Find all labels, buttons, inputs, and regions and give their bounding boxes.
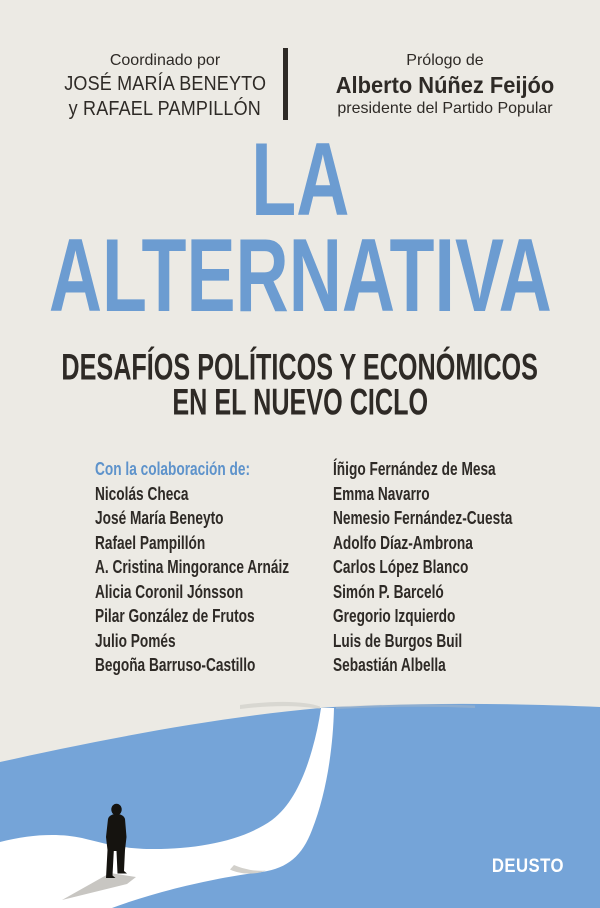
contributor-name: Adolfo Díaz-Ambrona <box>333 532 473 553</box>
contributor-name: A. Cristina Mingorance Arnáiz <box>95 557 290 577</box>
book-title-line-1: LA <box>250 121 350 238</box>
book-title-line-2: ALTERNATIVA <box>48 217 552 334</box>
contributor-name: Carlos López Blanco <box>333 557 469 577</box>
book-subtitle-line-1: DESAFÍOS POLÍTICOS Y ECONÓMICOS <box>61 347 539 388</box>
contributor-name: Sebastián Albella <box>333 655 446 675</box>
contributor-name: Begoña Barruso-Castillo <box>95 655 256 675</box>
prologue-author-role: presidente del Partido Popular <box>337 100 553 117</box>
contributor-name: Nicolás Checa <box>95 483 189 504</box>
contributor-name: Gregorio Izquierdo <box>333 606 456 626</box>
contributor-name: Simón P. Barceló <box>333 581 444 602</box>
contributor-name: Julio Pomés <box>95 630 176 651</box>
coordinator-name-1: JOSÉ MARÍA BENEYTO <box>64 73 266 95</box>
contributor-name: Íñigo Fernández de Mesa <box>333 459 496 479</box>
contributor-name: Rafael Pampillón <box>95 532 206 553</box>
header-divider <box>283 48 288 120</box>
book-subtitle-line-2: EN EL NUEVO CICLO <box>172 382 428 423</box>
prologue-block <box>305 50 585 120</box>
coordinators-block <box>25 50 305 122</box>
contributors-left-column <box>95 457 335 678</box>
contributors-right-column <box>333 457 573 678</box>
contributor-name: Pilar González de Frutos <box>95 606 255 626</box>
contributor-name: José María Beneyto <box>95 508 224 528</box>
contributor-name: Emma Navarro <box>333 483 430 504</box>
coordinator-name-2: y RAFAEL PAMPILLÓN <box>68 98 262 120</box>
coordinated-by-label: Coordinado por <box>109 52 221 69</box>
contributors-heading: Con la colaboración de: <box>95 459 251 479</box>
contributor-name: Alicia Coronil Jónsson <box>95 581 244 602</box>
publisher-logo: DEUSTO <box>491 856 565 877</box>
prologue-label: Prólogo de <box>406 52 484 69</box>
contributor-name: Nemesio Fernández-Cuesta <box>333 508 513 528</box>
contributor-name: Luis de Burgos Buil <box>333 630 463 651</box>
prologue-author: Alberto Núñez Feijóo <box>335 72 555 98</box>
crest-shadow <box>240 702 320 709</box>
